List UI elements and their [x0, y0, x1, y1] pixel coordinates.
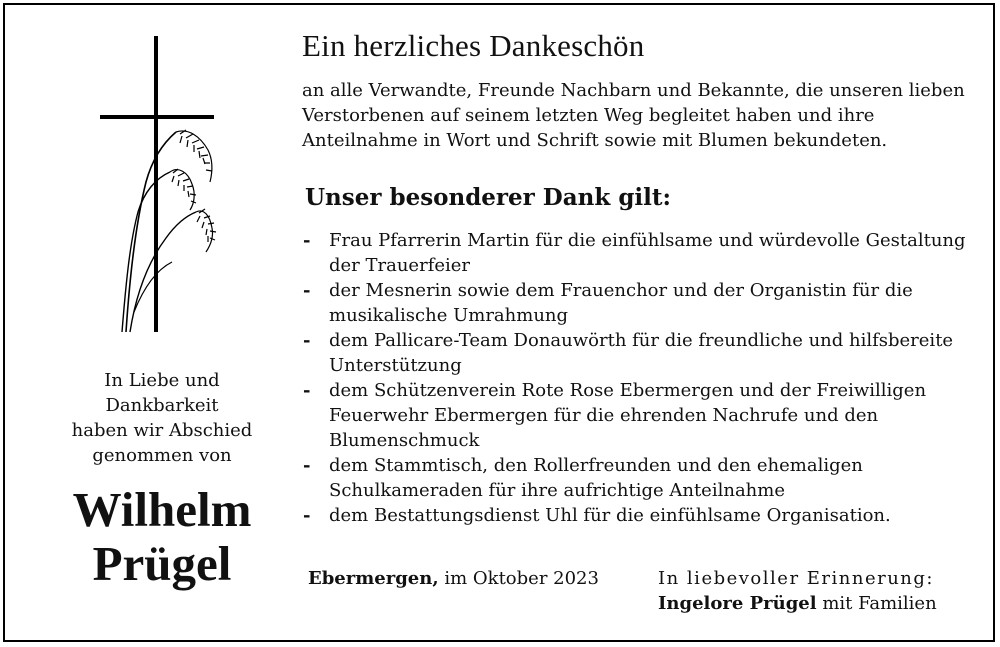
notice-title: Ein herzliches Dankeschön — [302, 28, 645, 63]
thanks-item-text: dem Bestattungsdienst Uhl für die einfühlsame Organisation. — [329, 505, 891, 526]
thanks-item-text: dem Stammtisch, den Rollerfreunden und den ehemaligen Schulkameraden für ihre aufrichtige Anteilnahme — [329, 455, 863, 501]
dash-bullet: - — [303, 455, 311, 476]
dash-bullet: - — [303, 280, 311, 301]
deceased-name — [50, 483, 274, 591]
farewell-text — [62, 368, 262, 468]
deceased-first-name: Wilhelm — [72, 482, 252, 537]
thanks-item-text: dem Schützenverein Rote Rose Ebermergen und der Freiwilligen Feuerwehr Ebermergen für die ehrenden Nachrufe und den Blumenschmuck — [329, 380, 927, 451]
farewell-line: genommen von — [92, 445, 232, 466]
signature-block — [658, 566, 937, 616]
thanks-subtitle: Unser besonderer Dank gilt: — [305, 184, 671, 211]
thanks-item-text: der Mesnerin sowie dem Frauenchor und der Organistin für die musikalische Umrahmung — [329, 280, 913, 326]
dash-bullet: - — [303, 380, 311, 401]
dash-bullet: - — [303, 230, 311, 251]
thanks-item — [303, 453, 983, 503]
signer-name: Ingelore Prügel — [658, 593, 817, 614]
dash-bullet: - — [303, 330, 311, 351]
farewell-line: In Liebe und — [104, 370, 220, 391]
memory-line: In liebevoller Erinnerung: — [658, 568, 934, 589]
thanks-item — [303, 378, 983, 453]
signer-suffix: mit Familien — [822, 593, 937, 614]
deceased-last-name: Prügel — [92, 536, 232, 591]
thanks-item — [303, 328, 983, 378]
intro-paragraph: an alle Verwandte, Freunde Nachbarn und Bekannte, die unseren lieben Verstorbenen auf seinem letzten Weg begleitet haben und ihre Anteilnahme in Wort und Schrift sowie mit Blumen bekundeten. — [302, 80, 965, 151]
farewell-line: Dankbarkeit — [105, 395, 219, 416]
dash-bullet: - — [303, 505, 311, 526]
cross-with-grass-icon — [96, 32, 226, 342]
farewell-line: haben wir Abschied — [71, 420, 253, 441]
thanks-list — [303, 228, 983, 528]
thanks-item — [303, 228, 983, 278]
thanks-item-text: dem Pallicare-Team Donauwörth für die freundliche und hilfsbereite Unterstützung — [329, 330, 954, 376]
thanks-item — [303, 278, 983, 328]
signer-line — [658, 591, 937, 616]
thanks-item — [303, 503, 983, 528]
thanks-item-text: Frau Pfarrerin Martin für die einfühlsame und würdevolle Gestaltung der Trauerfeier — [329, 230, 966, 276]
date: im Oktober 2023 — [444, 568, 599, 589]
place: Ebermergen, — [308, 568, 439, 589]
place-date — [308, 566, 599, 591]
